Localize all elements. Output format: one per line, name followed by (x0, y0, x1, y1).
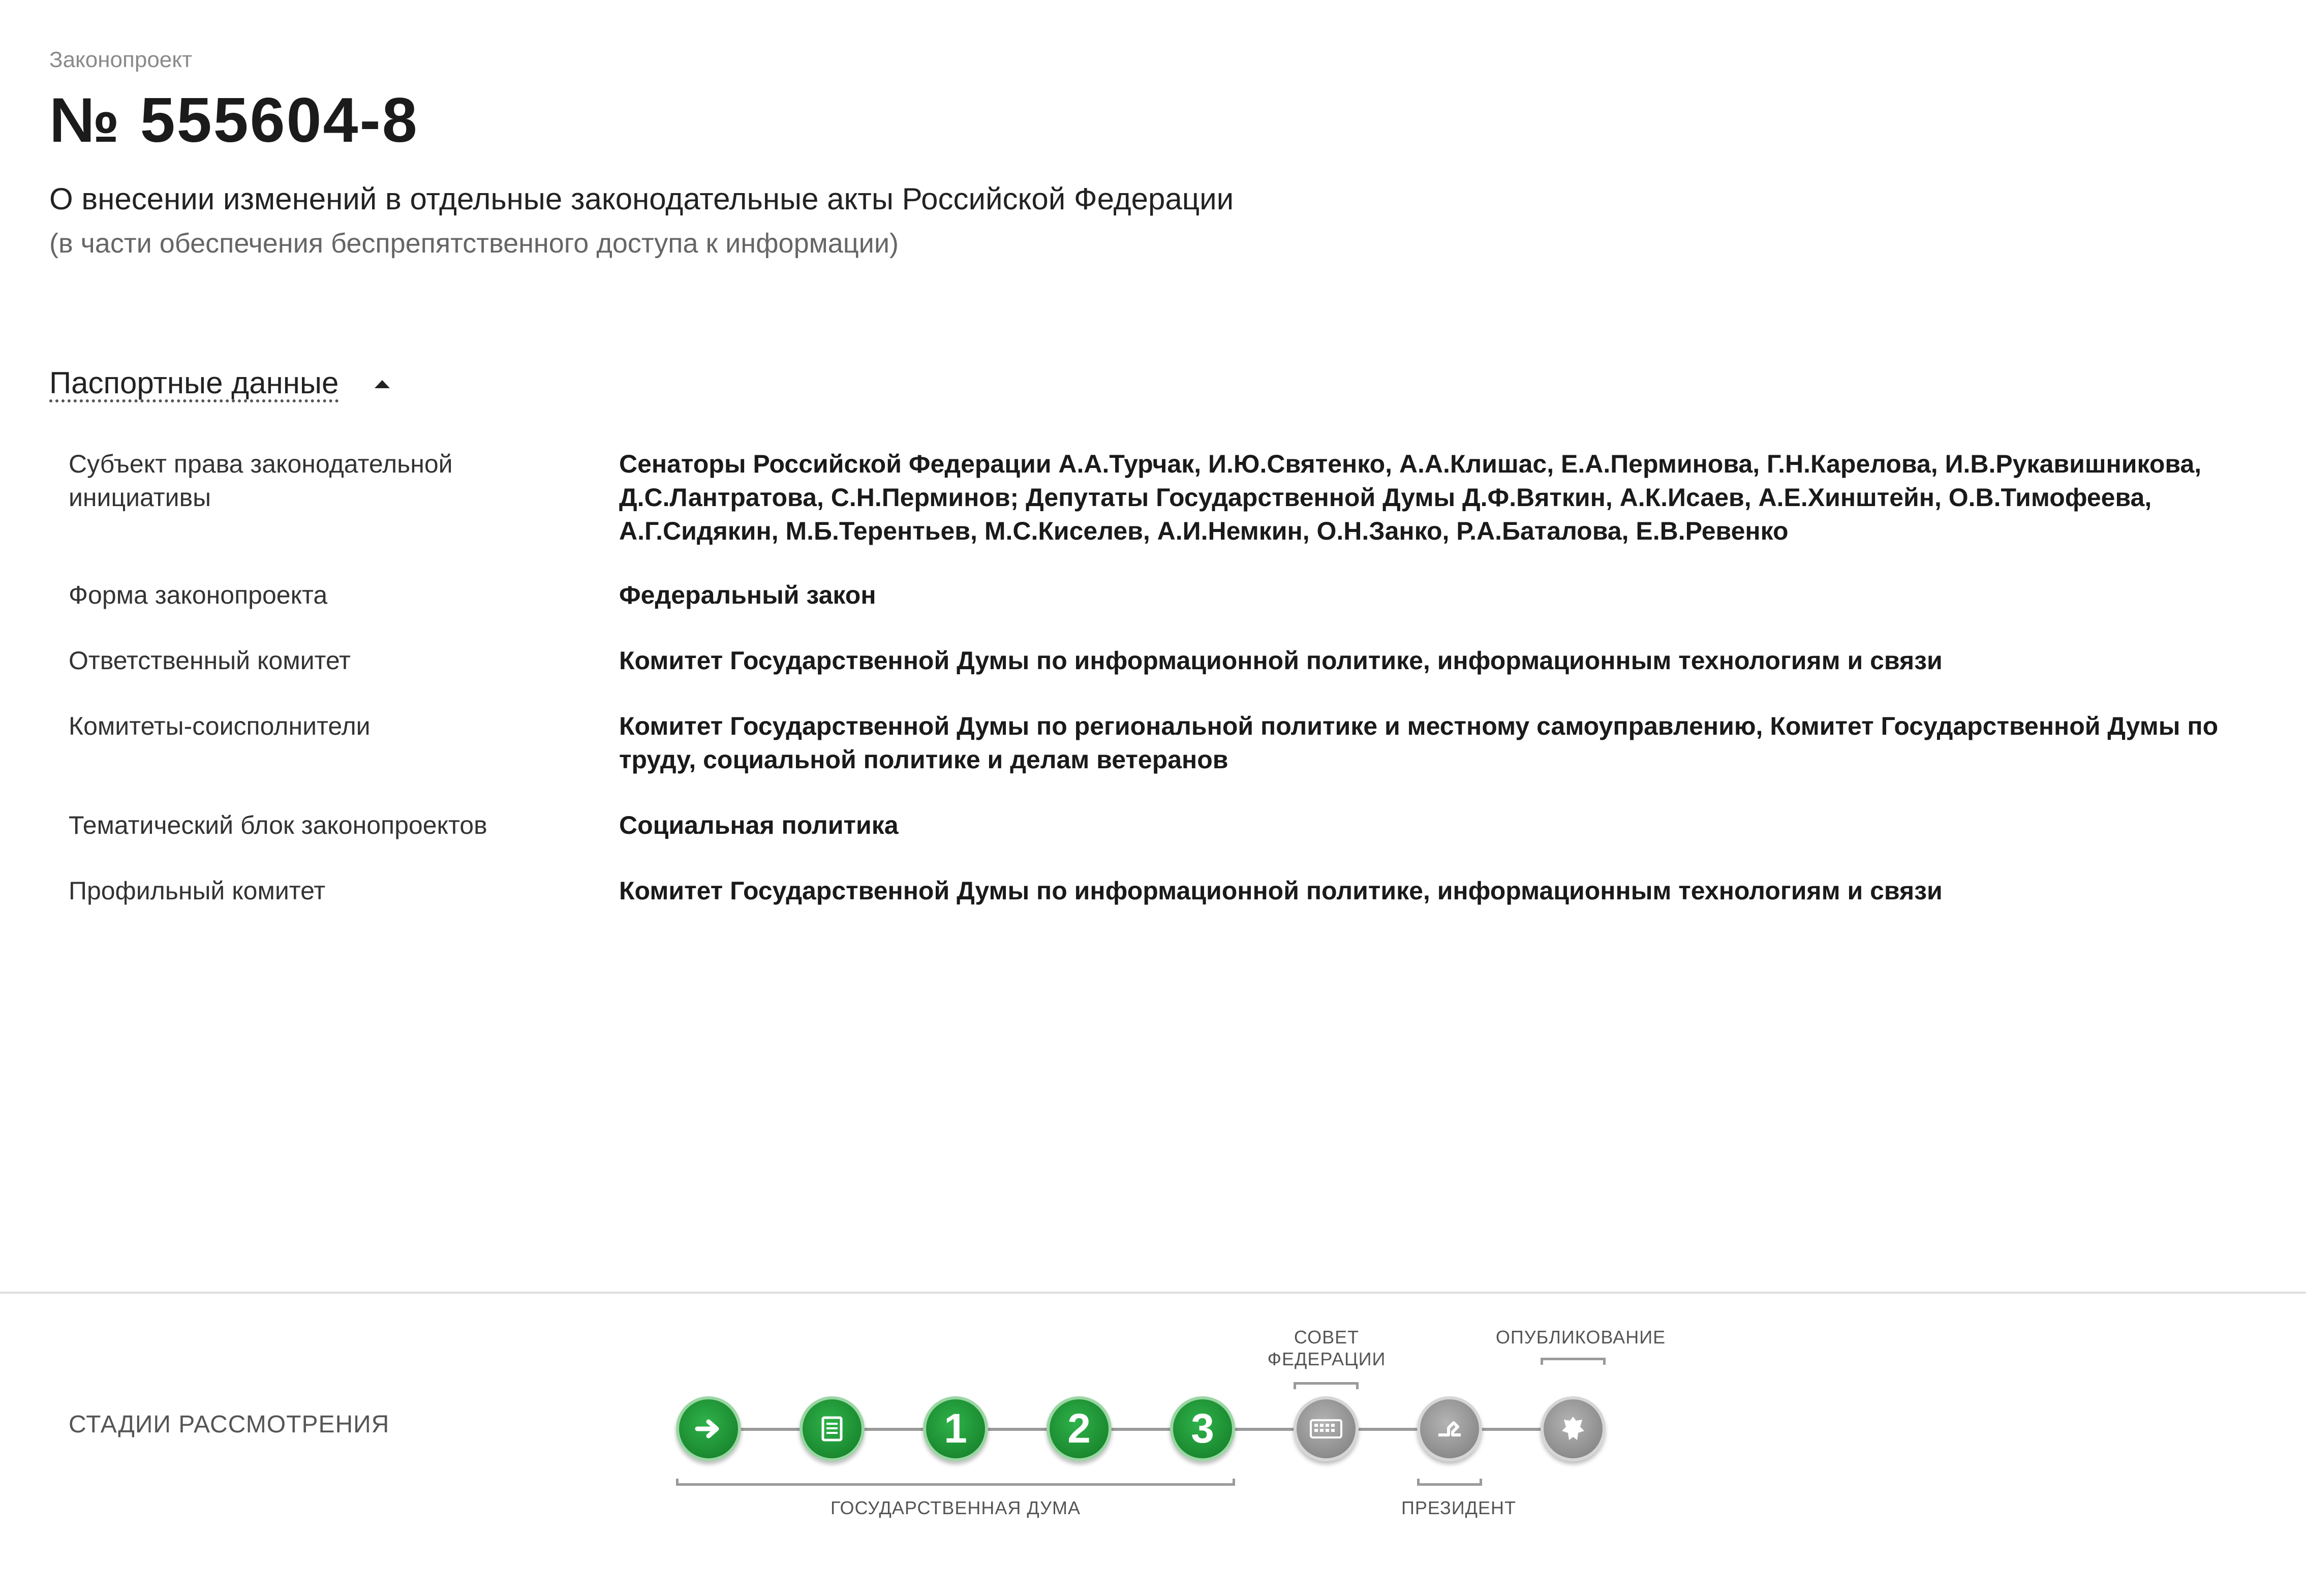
federation-council-caption: СОВЕТ ФЕДЕРАЦИИ (1267, 1327, 1386, 1370)
row-label: Форма законопроекта (69, 581, 328, 609)
caret-up-icon[interactable] (375, 380, 390, 388)
duma-caption: ГОСУДАРСТВЕННАЯ ДУМА (830, 1497, 1081, 1518)
stage-publication[interactable] (1541, 1396, 1606, 1461)
keyboard-icon (1309, 1416, 1343, 1442)
row-label: Комитеты-соисполнители (69, 712, 371, 740)
stage-president[interactable] (1417, 1396, 1482, 1461)
stages-label: СТАДИИ РАССМОТРЕНИЯ (69, 1411, 390, 1438)
passport-toggle[interactable]: Паспортные данные (49, 366, 339, 400)
stage-number: 2 (1067, 1405, 1091, 1452)
bill-title: О внесении изменений в отдельные законодательные акты Российской Федерации (49, 182, 1234, 216)
stage-federation-council[interactable] (1294, 1396, 1359, 1461)
row-value: Комитет Государственной Думы по информационной политике, информационным технологиям и связи (619, 877, 1943, 905)
president-bracket (1417, 1479, 1482, 1486)
stage-third-reading[interactable] (1170, 1396, 1235, 1461)
bill-kicker: Законопроект (49, 47, 193, 72)
publication-bracket (1541, 1358, 1606, 1365)
row-value: Комитет Государственной Думы по региональной политике и местному самоуправлению, Комитет Государственной Думы по труду, социальной политике и делам ветеранов (619, 712, 2219, 774)
duma-bracket (676, 1479, 1235, 1486)
bill-number: № 555604-8 (49, 85, 419, 155)
row-value: Комитет Государственной Думы по информационной политике, информационным технологиям и связи (619, 646, 1943, 675)
stage-second-reading[interactable] (1047, 1396, 1112, 1461)
federation-council-bracket (1294, 1382, 1359, 1389)
publication-caption: ОПУБЛИКОВАНИЕ (1495, 1327, 1666, 1348)
president-caption: ПРЕЗИДЕНТ (1401, 1497, 1517, 1518)
bill-subtitle: (в части обеспечения беспрепятственного доступа к информации) (49, 228, 899, 259)
coat-of-arms-icon (1557, 1413, 1589, 1445)
row-value: Социальная политика (619, 811, 899, 839)
arrow-right-icon (692, 1413, 725, 1445)
president-signature-icon (1433, 1413, 1466, 1445)
document-icon (817, 1414, 847, 1444)
stage-preliminary[interactable] (800, 1396, 865, 1461)
row-label: Субъект права законодательной инициативы (69, 450, 453, 512)
row-label: Профильный комитет (69, 877, 326, 905)
row-label: Тематический блок законопроектов (69, 811, 487, 839)
stage-number: 3 (1191, 1405, 1214, 1452)
stage-introduction[interactable] (676, 1396, 741, 1461)
stage-number: 1 (944, 1405, 967, 1452)
row-value: Федеральный закон (619, 581, 876, 609)
row-value: Сенаторы Российской Федерации А.А.Турчак, И.Ю.Святенко, А.А.Клишас, Е.А.Перминова, Г.Н.Карелова, И.В.Рукавишникова, Д.С.Лантратова, С.Н.Перминов; Депутаты Государственной Думы Д.Ф.Вяткин, А.К.Исаев, А.Е.Хинштейн, О.В.Тимофеева, А.Г.Сидякин, М.Б.Терентьев, М.С.Киселев, А.И.Немкин, О.Н.Занко, Р.А.Баталова, Е.В.Ревенко (619, 450, 2202, 545)
stage-first-reading[interactable] (923, 1396, 988, 1461)
section-divider (0, 1292, 2306, 1294)
row-label: Ответственный комитет (69, 646, 351, 675)
